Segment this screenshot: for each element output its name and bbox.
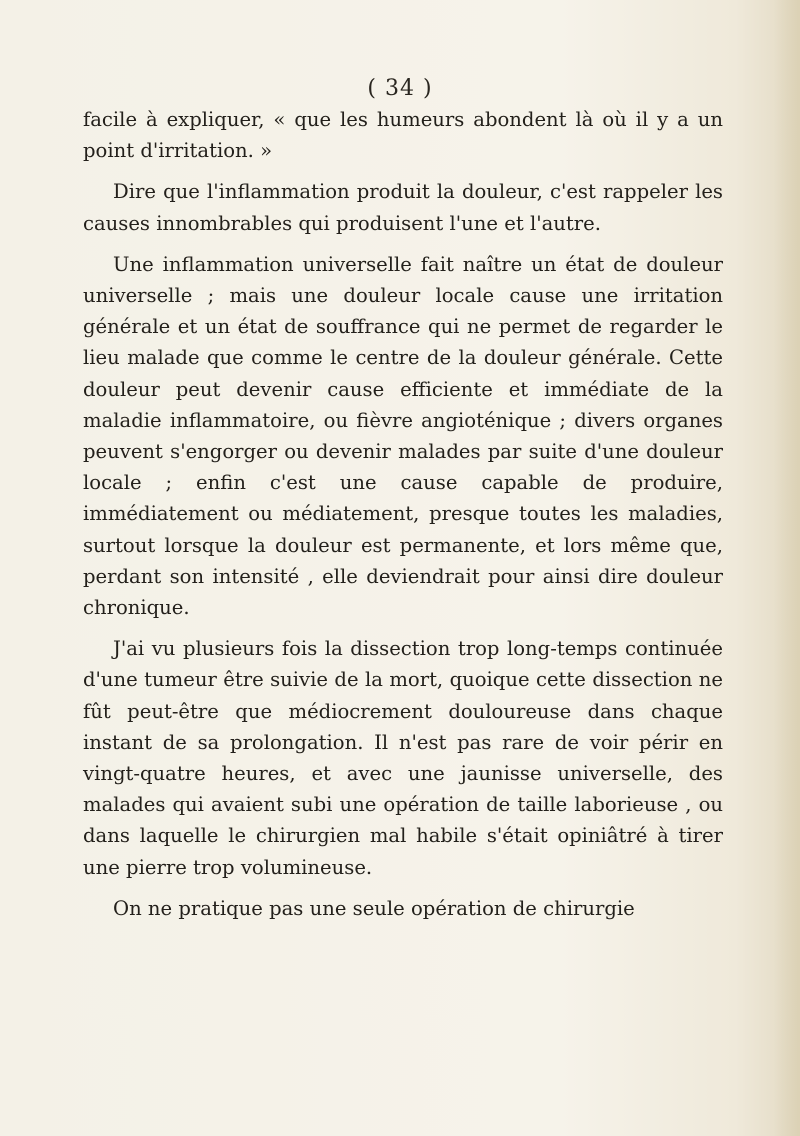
paragraph-universal-inflammation: Une inflammation universelle fait naître un état de douleur universelle ; mais une douleur locale cause une irritation générale et un état de souffrance qui ne permet de regarder le lieu malade que comme le centre de la douleur générale. Cette douleur peut devenir cause efficiente et immédiate de la maladie inflammatoire, ou fièvre angioténique ; divers organes peuvent s'engorger ou devenir malades par suite d'une douleur locale ; enfin c'est une cause capable de produire, immédiatement ou médiatement, presque toutes les maladies, surtout lorsque la douleur est permanente, et lors même que, perdant son intensité , elle deviendrait pour ainsi dire douleur chronique.: [83, 252, 723, 620]
page-edge-shading: [774, 0, 800, 1136]
body-text: [83, 104, 723, 924]
paragraph-surgery: On ne pratique pas une seule opération de chirurgie: [113, 896, 635, 920]
paragraph-dissection: J'ai vu plusieurs fois la dissection trop long-temps continuée d'une tumeur être suivie de la mort, quoique cette dissection ne fût peut-être que médiocrement douloureuse dans chaque instant de sa prolongation. Il n'est pas rare de voir périr en vingt-quatre heures, et avec une jaunisse universelle, des malades qui avaient subi une opération de taille laborieuse , ou dans laquelle le chirurgien mal habile s'était opiniâtré à tirer une pierre trop volumineuse.: [83, 637, 723, 879]
paragraph-continuation: facile à expliquer, « que les humeurs abondent là où il y a un point d'irritation. »: [83, 108, 723, 163]
page-number: ( 34 ): [367, 76, 433, 101]
paragraph-inflammation: Dire que l'inflammation produit la douleur, c'est rappeler les causes innombrables qui produisent l'une et l'autre.: [83, 180, 723, 235]
